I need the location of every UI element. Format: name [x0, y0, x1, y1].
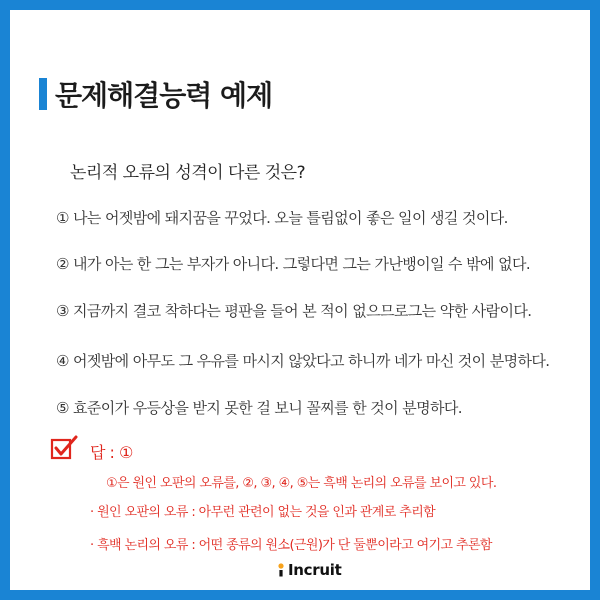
content-card — [10, 10, 590, 590]
option-3: ③ 지금까지 결코 착하다는 평판을 들어 본 적이 없으므로그는 약한 사람이다. — [56, 302, 532, 320]
logo-text: Incruit — [288, 561, 342, 579]
answer-explanation: ①은 원인 오판의 오류를, ②, ③, ④, ⑤는 흑백 논리의 오류를 보이고 있다. — [106, 476, 497, 491]
incruit-logo — [276, 561, 341, 579]
check-box-icon — [50, 434, 80, 462]
option-1: ① 나는 어젯밤에 돼지꿈을 꾸었다. 오늘 틀림없이 좋은 일이 생길 것이다. — [56, 209, 508, 227]
option-5: ⑤ 효준이가 우등상을 받지 못한 걸 보니 꼴찌를 한 것이 분명하다. — [56, 399, 462, 417]
title-accent-bar — [39, 78, 47, 110]
option-4: ④ 어젯밤에 아무도 그 우유를 마시지 않았다고 하니까 네가 마신 것이 분명하다. — [56, 352, 550, 370]
page-title: 문제해결능력 예제 — [55, 79, 273, 112]
question-text: 논리적 오류의 성격이 다른 것은? — [70, 163, 306, 183]
option-2: ② 내가 아는 한 그는 부자가 아니다. 그렇다면 그는 가난뱅이일 수 밖에 없다. — [56, 255, 531, 273]
incruit-logo-mark — [276, 563, 286, 577]
explanation-bullet-2: · 흑백 논리의 오류 : 어떤 종류의 원소(근원)가 단 둘뿐이라고 여기고 추론함 — [90, 538, 492, 553]
explanation-bullet-1: · 원인 오판의 오류 : 아무런 관련이 없는 것을 인과 관계로 추리함 — [90, 505, 436, 520]
title-block — [39, 72, 272, 116]
answer-label: 답 : ① — [90, 443, 133, 462]
